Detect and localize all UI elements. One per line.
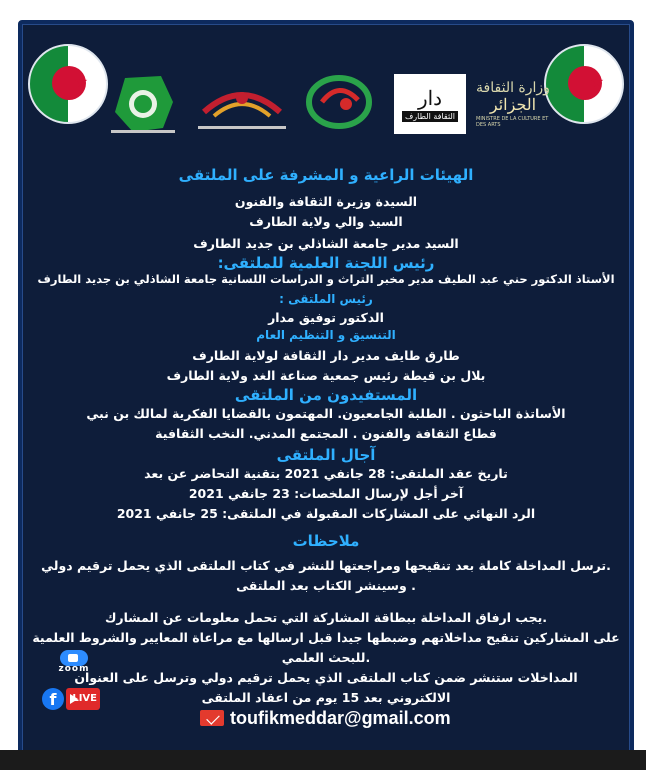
note-line: على المشاركين تنقيح مداخلاتهم وضبطها جيدا قبل ارسالها مع مراعاة المعايير والشروط العلمية xyxy=(32,630,620,645)
deadlines-heading: آجال الملتقى xyxy=(276,446,376,464)
deadline-line: الرد النهائي على المشاركات المقبولة في الملتقى: 25 جانفي 2021 xyxy=(116,506,536,521)
poster-frame xyxy=(18,20,634,756)
email-text: toufikmeddar@gmail.com xyxy=(230,707,451,728)
president-heading: رئيس الملتقى : xyxy=(279,292,373,306)
algeria-flag-left xyxy=(28,44,108,124)
ministry-logo-line2: الجزائر xyxy=(489,95,537,114)
beneficiaries-heading: المستفيدون من الملتقى xyxy=(234,386,418,404)
deadline-line: تاريخ عقد الملتقى: 28 جانفي 2021 بتقنية التحاضر عن بعد xyxy=(144,466,508,481)
sponsor-line: السيد والي ولاية الطارف xyxy=(249,214,403,229)
note-line: الالكتروني بعد 15 يوم من اعقاد الملتقى xyxy=(201,690,451,705)
algeria-flag-right xyxy=(544,44,624,124)
coordination-line: طارق طايف مدير دار الثقافة لولاية الطارف xyxy=(192,348,460,363)
scientific-committee-heading: رئيس اللجنة العلمية للملتقى: xyxy=(217,254,435,272)
dar-logo-subtitle: الثقافة الطارف xyxy=(402,111,458,122)
beneficiaries-line: الأساتذة الباحثون . الطلبة الجامعيون. المهتمون بالقضايا الفكرية لمالك بن نبي xyxy=(86,406,566,421)
gmail-icon xyxy=(200,710,224,726)
zoom-label: zoom xyxy=(58,664,90,674)
play-icon xyxy=(70,694,78,704)
contact-email xyxy=(200,706,451,730)
coordination-line: بلال بن قيطة رئيس جمعية صناعة الغد ولاية الطارف xyxy=(166,368,486,383)
bottom-band xyxy=(0,750,646,770)
note-line: المداخلات ستنشر ضمن كتاب الملتقى الذي يحمل ترقيم دولي وترسل على العنوان xyxy=(74,670,578,685)
note-line: .للبحث العلمي xyxy=(281,650,371,665)
laboratory-logo xyxy=(192,70,292,138)
president-name: الدكتور توفيق مدار xyxy=(268,310,384,325)
star-icon: ★ xyxy=(590,72,605,91)
notes-heading: ملاحظات xyxy=(292,532,360,550)
live-label: LIVE xyxy=(72,693,97,704)
facebook-icon: f xyxy=(42,688,64,710)
sponsor-line: السيد مدير جامعة الشاذلي بن جديد الطارف xyxy=(193,236,459,251)
university-map-logo xyxy=(100,70,186,138)
note-line: .ترسل المداخلة كاملة بعد تنقيحها ومراجعتها للنشر في كتاب الملتقى الذي يحمل ترقيم دولي xyxy=(41,558,611,573)
coordination-heading: التنسيق و التنظيم العام xyxy=(256,328,396,342)
star-icon: ★ xyxy=(74,72,89,91)
dar-logo-text: دار xyxy=(417,85,443,110)
association-logo xyxy=(300,70,378,138)
sponsor-line: السيدة وزيرة الثقافة والفنون xyxy=(234,194,418,209)
sponsors-heading: الهيئات الراعية و المشرفة على الملتقى xyxy=(178,166,474,184)
beneficiaries-line: قطاع الثقافة والفنون . المجتمع المدني. النخب الثقافية xyxy=(155,426,497,441)
dar-culture-logo xyxy=(394,74,466,134)
note-line: .يجب ارفاق المداخلة ببطاقة المشاركة التي تحمل معلومات عن المشارك xyxy=(104,610,548,625)
deadline-line: آخر أجل لإرسال الملخصات: 23 جانفي 2021 xyxy=(188,486,464,501)
live-badge xyxy=(66,688,100,710)
ministry-culture-logo xyxy=(476,70,550,138)
scientific-committee-name: الأستاذ الدكتور حني عبد الطيف مدير مخبر التراث و الدراسات اللسانية جامعة الشاذلي بن جديد الطارف xyxy=(37,272,615,286)
ministry-logo-line1: وزارة الثقافة xyxy=(476,80,550,96)
ministry-logo-line3: MINISTRE DE LA CULTURE ET DES ARTS xyxy=(476,116,549,128)
zoom-logo xyxy=(42,650,106,674)
note-line: . وسينشر الكتاب بعد الملتقى xyxy=(236,578,416,593)
